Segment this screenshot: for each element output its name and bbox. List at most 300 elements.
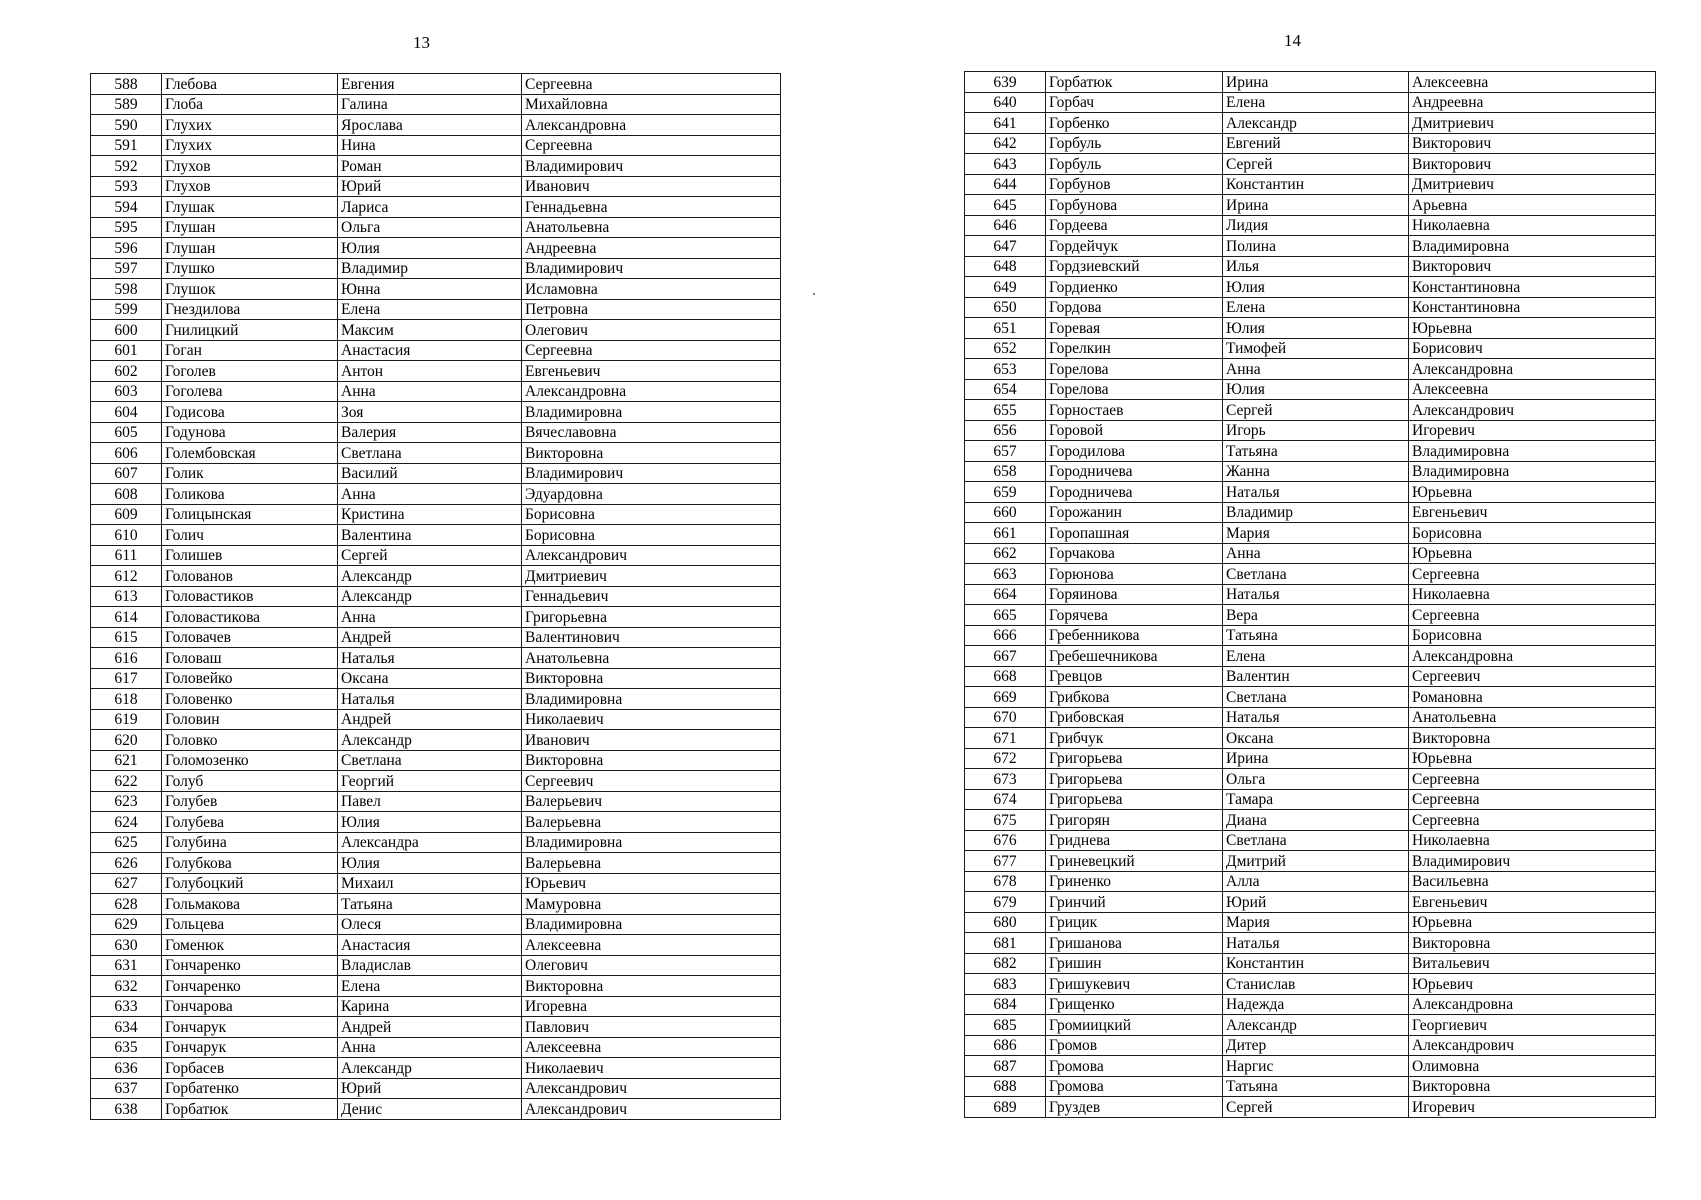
first-name-cell: Лариса <box>338 197 522 218</box>
surname-cell: Голубева <box>162 812 338 833</box>
row-number: 637 <box>91 1078 162 1099</box>
surname-cell: Горбунов <box>1046 174 1223 195</box>
surname-cell: Глушак <box>162 197 338 218</box>
patronymic-cell: Владимировна <box>522 914 781 935</box>
table-row <box>965 646 1656 667</box>
first-name-cell: Анна <box>1223 543 1409 564</box>
first-name-cell: Максим <box>338 320 522 341</box>
patronymic-cell: Николаевна <box>1409 584 1656 605</box>
row-number: 603 <box>91 381 162 402</box>
table-row <box>965 502 1656 523</box>
surname-cell: Гриднева <box>1046 830 1223 851</box>
first-name-cell: Карина <box>338 996 522 1017</box>
first-name-cell: Светлана <box>338 750 522 771</box>
patronymic-cell: Николаевич <box>522 709 781 730</box>
table-row <box>91 545 781 566</box>
patronymic-cell: Петровна <box>522 299 781 320</box>
first-name-cell: Вера <box>1223 605 1409 626</box>
first-name-cell: Юлия <box>338 812 522 833</box>
table-row <box>91 1017 781 1038</box>
patronymic-cell: Иванович <box>522 730 781 751</box>
surname-cell: Гринчий <box>1046 892 1223 913</box>
table-row <box>91 217 781 238</box>
row-number: 642 <box>965 133 1046 154</box>
patronymic-cell: Николаевич <box>522 1058 781 1079</box>
row-number: 669 <box>965 687 1046 708</box>
table-row <box>91 361 781 382</box>
row-number: 597 <box>91 258 162 279</box>
table-row <box>91 668 781 689</box>
row-number: 674 <box>965 789 1046 810</box>
row-number: 652 <box>965 338 1046 359</box>
row-number: 657 <box>965 441 1046 462</box>
patronymic-cell: Романовна <box>1409 687 1656 708</box>
row-number: 601 <box>91 340 162 361</box>
patronymic-cell: Дмитриевич <box>1409 113 1656 134</box>
row-number: 662 <box>965 543 1046 564</box>
patronymic-cell: Владимирович <box>1409 851 1656 872</box>
table-row <box>965 666 1656 687</box>
surname-cell: Григорьева <box>1046 789 1223 810</box>
patronymic-cell: Александрович <box>522 1099 781 1120</box>
table-row <box>91 914 781 935</box>
surname-cell: Гнездилова <box>162 299 338 320</box>
table-row <box>91 832 781 853</box>
table-row <box>91 873 781 894</box>
row-number: 598 <box>91 279 162 300</box>
row-number: 678 <box>965 871 1046 892</box>
surname-cell: Горбасев <box>162 1058 338 1079</box>
table-row <box>91 74 781 95</box>
patronymic-cell: Юрьевна <box>1409 482 1656 503</box>
first-name-cell: Юнна <box>338 279 522 300</box>
table-row <box>91 238 781 259</box>
surname-cell: Голембовская <box>162 443 338 464</box>
row-number: 588 <box>91 74 162 95</box>
patronymic-cell: Юрьевич <box>1409 974 1656 995</box>
row-number: 608 <box>91 484 162 505</box>
first-name-cell: Евгения <box>338 74 522 95</box>
patronymic-cell: Викторовна <box>522 668 781 689</box>
row-number: 646 <box>965 215 1046 236</box>
table-row <box>91 422 781 443</box>
first-name-cell: Илья <box>1223 256 1409 277</box>
surname-cell: Голубев <box>162 791 338 812</box>
row-number: 624 <box>91 812 162 833</box>
row-number: 676 <box>965 830 1046 851</box>
patronymic-cell: Владимирович <box>522 156 781 177</box>
surname-cell: Глушко <box>162 258 338 279</box>
first-name-cell: Андрей <box>338 709 522 730</box>
row-number: 682 <box>965 953 1046 974</box>
first-name-cell: Валерия <box>338 422 522 443</box>
surname-cell: Гордзиевский <box>1046 256 1223 277</box>
table-row <box>965 482 1656 503</box>
surname-cell: Грицик <box>1046 912 1223 933</box>
surname-cell: Горопашная <box>1046 523 1223 544</box>
patronymic-cell: Викторович <box>1409 133 1656 154</box>
first-name-cell: Полина <box>1223 236 1409 257</box>
patronymic-cell: Владимирович <box>522 258 781 279</box>
patronymic-cell: Александрович <box>522 1078 781 1099</box>
row-number: 633 <box>91 996 162 1017</box>
surname-cell: Грибчук <box>1046 728 1223 749</box>
first-name-cell: Александр <box>1223 113 1409 134</box>
row-number: 665 <box>965 605 1046 626</box>
row-number: 619 <box>91 709 162 730</box>
patronymic-cell: Сергеевич <box>1409 666 1656 687</box>
patronymic-cell: Валерьевна <box>522 812 781 833</box>
surname-cell: Гоменюк <box>162 935 338 956</box>
first-name-cell: Ольга <box>338 217 522 238</box>
surname-cell: Головастикова <box>162 607 338 628</box>
surname-cell: Городничева <box>1046 482 1223 503</box>
patronymic-cell: Олегович <box>522 955 781 976</box>
patronymic-cell: Викторович <box>1409 256 1656 277</box>
first-name-cell: Ирина <box>1223 72 1409 93</box>
table-row <box>965 912 1656 933</box>
first-name-cell: Александра <box>338 832 522 853</box>
table-row <box>91 135 781 156</box>
row-number: 614 <box>91 607 162 628</box>
first-name-cell: Татьяна <box>338 894 522 915</box>
surname-cell: Глоба <box>162 94 338 115</box>
row-number: 618 <box>91 689 162 710</box>
table-row <box>965 810 1656 831</box>
table-row <box>91 402 781 423</box>
table-row <box>965 769 1656 790</box>
table-row <box>965 871 1656 892</box>
surname-cell: Горевая <box>1046 318 1223 339</box>
patronymic-cell: Исламовна <box>522 279 781 300</box>
page-left <box>0 0 850 1200</box>
surname-cell: Грибовская <box>1046 707 1223 728</box>
patronymic-cell: Анатольевна <box>522 217 781 238</box>
patronymic-cell: Юрьевич <box>522 873 781 894</box>
row-number: 680 <box>965 912 1046 933</box>
table-row <box>965 297 1656 318</box>
patronymic-cell: Евгеньевич <box>1409 502 1656 523</box>
surname-cell: Горячева <box>1046 605 1223 626</box>
table-row <box>91 484 781 505</box>
table-row <box>965 584 1656 605</box>
first-name-cell: Тимофей <box>1223 338 1409 359</box>
row-number: 592 <box>91 156 162 177</box>
first-name-cell: Юрий <box>1223 892 1409 913</box>
surname-cell: Гришанова <box>1046 933 1223 954</box>
first-name-cell: Юлия <box>1223 318 1409 339</box>
patronymic-cell: Григорьевна <box>522 607 781 628</box>
surname-cell: Глухих <box>162 135 338 156</box>
row-number: 620 <box>91 730 162 751</box>
patronymic-cell: Александровна <box>522 381 781 402</box>
first-name-cell: Татьяна <box>1223 625 1409 646</box>
table-row <box>965 953 1656 974</box>
first-name-cell: Светлана <box>1223 830 1409 851</box>
first-name-cell: Дмитрий <box>1223 851 1409 872</box>
surname-cell: Глухов <box>162 156 338 177</box>
row-number: 622 <box>91 771 162 792</box>
table-row <box>91 771 781 792</box>
table-row <box>91 996 781 1017</box>
row-number: 660 <box>965 502 1046 523</box>
table-row <box>965 461 1656 482</box>
table-row <box>965 133 1656 154</box>
row-number: 648 <box>965 256 1046 277</box>
patronymic-cell: Сергеевна <box>1409 810 1656 831</box>
first-name-cell: Надежда <box>1223 994 1409 1015</box>
surname-cell: Грищенко <box>1046 994 1223 1015</box>
surname-cell: Головаш <box>162 648 338 669</box>
first-name-cell: Александр <box>338 730 522 751</box>
row-number: 630 <box>91 935 162 956</box>
patronymic-cell: Вячеславовна <box>522 422 781 443</box>
patronymic-cell: Константиновна <box>1409 277 1656 298</box>
patronymic-cell: Владимировна <box>1409 236 1656 257</box>
patronymic-cell: Витальевич <box>1409 953 1656 974</box>
first-name-cell: Сергей <box>338 545 522 566</box>
surname-cell: Голик <box>162 463 338 484</box>
table-row <box>965 215 1656 236</box>
patronymic-cell: Мамуровна <box>522 894 781 915</box>
patronymic-cell: Борисовна <box>522 504 781 525</box>
table-row <box>965 1056 1656 1077</box>
row-number: 671 <box>965 728 1046 749</box>
row-number: 687 <box>965 1056 1046 1077</box>
first-name-cell: Андрей <box>338 627 522 648</box>
row-number: 654 <box>965 379 1046 400</box>
surname-cell: Головастиков <box>162 586 338 607</box>
row-number: 611 <box>91 545 162 566</box>
first-name-cell: Алла <box>1223 871 1409 892</box>
patronymic-cell: Викторовна <box>522 443 781 464</box>
row-number: 612 <box>91 566 162 587</box>
first-name-cell: Елена <box>1223 646 1409 667</box>
patronymic-cell: Алексеевна <box>522 935 781 956</box>
row-number: 675 <box>965 810 1046 831</box>
table-row <box>965 892 1656 913</box>
row-number: 650 <box>965 297 1046 318</box>
surname-cell: Голицынская <box>162 504 338 525</box>
surname-cell: Голуб <box>162 771 338 792</box>
patronymic-cell: Владимировна <box>1409 441 1656 462</box>
row-number: 643 <box>965 154 1046 175</box>
surname-cell: Голованов <box>162 566 338 587</box>
row-number: 673 <box>965 769 1046 790</box>
row-number: 621 <box>91 750 162 771</box>
first-name-cell: Константин <box>1223 953 1409 974</box>
first-name-cell: Ирина <box>1223 748 1409 769</box>
first-name-cell: Наталья <box>338 648 522 669</box>
row-number: 689 <box>965 1097 1046 1118</box>
table-row <box>965 92 1656 113</box>
first-name-cell: Елена <box>1223 297 1409 318</box>
row-number: 628 <box>91 894 162 915</box>
table-row <box>965 707 1656 728</box>
surname-cell: Голишев <box>162 545 338 566</box>
surname-cell: Груздев <box>1046 1097 1223 1118</box>
patronymic-cell: Сергеевна <box>1409 564 1656 585</box>
surname-cell: Голикова <box>162 484 338 505</box>
patronymic-cell: Олегович <box>522 320 781 341</box>
first-name-cell: Павел <box>338 791 522 812</box>
first-name-cell: Валентин <box>1223 666 1409 687</box>
first-name-cell: Александр <box>1223 1015 1409 1036</box>
first-name-cell: Татьяна <box>1223 1076 1409 1097</box>
first-name-cell: Александр <box>338 586 522 607</box>
patronymic-cell: Сергеевна <box>522 74 781 95</box>
row-number: 636 <box>91 1058 162 1079</box>
table-row <box>965 277 1656 298</box>
row-number: 684 <box>965 994 1046 1015</box>
first-name-cell: Мария <box>1223 912 1409 933</box>
table-row <box>965 195 1656 216</box>
row-number: 686 <box>965 1035 1046 1056</box>
patronymic-cell: Владимировна <box>522 689 781 710</box>
patronymic-cell: Валерьевна <box>522 853 781 874</box>
patronymic-cell: Александрович <box>1409 400 1656 421</box>
patronymic-cell: Игоревич <box>1409 1097 1656 1118</box>
patronymic-cell: Анатольевна <box>1409 707 1656 728</box>
first-name-cell: Анастасия <box>338 935 522 956</box>
surname-cell: Горбатюк <box>162 1099 338 1120</box>
table-row <box>91 976 781 997</box>
surname-cell: Гольцева <box>162 914 338 935</box>
patronymic-cell: Владимирович <box>522 463 781 484</box>
surname-cell: Гоголев <box>162 361 338 382</box>
patronymic-cell: Борисовна <box>1409 523 1656 544</box>
surname-cell: Горбенко <box>1046 113 1223 134</box>
patronymic-cell: Александровна <box>1409 359 1656 380</box>
row-number: 607 <box>91 463 162 484</box>
surname-cell: Громиицкий <box>1046 1015 1223 1036</box>
table-row <box>91 443 781 464</box>
first-name-cell: Владислав <box>338 955 522 976</box>
surname-cell: Гончарук <box>162 1017 338 1038</box>
first-name-cell: Юлия <box>338 853 522 874</box>
row-number: 640 <box>965 92 1046 113</box>
surname-cell: Городничева <box>1046 461 1223 482</box>
table-row <box>91 894 781 915</box>
first-name-cell: Ярослава <box>338 115 522 136</box>
table-row <box>965 748 1656 769</box>
patronymic-cell: Геннадьевич <box>522 586 781 607</box>
patronymic-cell: Александрович <box>522 545 781 566</box>
table-row <box>965 605 1656 626</box>
first-name-cell: Оксана <box>1223 728 1409 749</box>
surname-cell: Городилова <box>1046 441 1223 462</box>
table-row <box>91 607 781 628</box>
surname-cell: Головенко <box>162 689 338 710</box>
first-name-cell: Диана <box>1223 810 1409 831</box>
table-row <box>965 789 1656 810</box>
surname-cell: Гребенникова <box>1046 625 1223 646</box>
first-name-cell: Тамара <box>1223 789 1409 810</box>
patronymic-cell: Сергеевич <box>522 771 781 792</box>
table-row <box>965 830 1656 851</box>
row-number: 590 <box>91 115 162 136</box>
row-number: 610 <box>91 525 162 546</box>
surname-cell: Грибкова <box>1046 687 1223 708</box>
table-row <box>91 156 781 177</box>
surname-cell: Годисова <box>162 402 338 423</box>
row-number: 681 <box>965 933 1046 954</box>
first-name-cell: Наргис <box>1223 1056 1409 1077</box>
surname-cell: Горбуль <box>1046 154 1223 175</box>
table-row <box>91 791 781 812</box>
surname-cell: Григорьева <box>1046 748 1223 769</box>
table-row <box>91 258 781 279</box>
surname-cell: Голомозенко <box>162 750 338 771</box>
first-name-cell: Михаил <box>338 873 522 894</box>
patronymic-cell: Юрьевна <box>1409 912 1656 933</box>
first-name-cell: Анна <box>338 1037 522 1058</box>
patronymic-cell: Борисовна <box>1409 625 1656 646</box>
row-number: 661 <box>965 523 1046 544</box>
table-row <box>965 256 1656 277</box>
first-name-cell: Анна <box>338 484 522 505</box>
first-name-cell: Олеся <box>338 914 522 935</box>
surname-cell: Горелова <box>1046 379 1223 400</box>
table-row <box>965 564 1656 585</box>
surname-cell: Глебова <box>162 74 338 95</box>
table-row <box>965 523 1656 544</box>
row-number: 670 <box>965 707 1046 728</box>
table-row <box>91 750 781 771</box>
table-row <box>965 1015 1656 1036</box>
first-name-cell: Елена <box>1223 92 1409 113</box>
row-number: 672 <box>965 748 1046 769</box>
surname-cell: Горяинова <box>1046 584 1223 605</box>
first-name-cell: Юлия <box>338 238 522 259</box>
first-name-cell: Александр <box>338 1058 522 1079</box>
patronymic-cell: Игоревна <box>522 996 781 1017</box>
surname-cell: Горчакова <box>1046 543 1223 564</box>
patronymic-cell: Владимировна <box>1409 461 1656 482</box>
patronymic-cell: Анатольевна <box>522 648 781 669</box>
patronymic-cell: Геннадьевна <box>522 197 781 218</box>
row-number: 606 <box>91 443 162 464</box>
row-number: 627 <box>91 873 162 894</box>
table-row <box>91 176 781 197</box>
table-row <box>91 648 781 669</box>
surname-cell: Гребешечникова <box>1046 646 1223 667</box>
patronymic-cell: Михайловна <box>522 94 781 115</box>
surname-cell: Голубина <box>162 832 338 853</box>
surname-cell: Горбатюк <box>1046 72 1223 93</box>
table-row <box>91 340 781 361</box>
patronymic-cell: Сергеевна <box>1409 789 1656 810</box>
row-number: 668 <box>965 666 1046 687</box>
patronymic-cell: Васильевна <box>1409 871 1656 892</box>
table-row <box>91 935 781 956</box>
surname-cell: Горбатенко <box>162 1078 338 1099</box>
row-number: 629 <box>91 914 162 935</box>
first-name-cell: Валентина <box>338 525 522 546</box>
patronymic-cell: Владимировна <box>522 832 781 853</box>
table-row <box>91 689 781 710</box>
row-number: 602 <box>91 361 162 382</box>
patronymic-cell: Николаевна <box>1409 215 1656 236</box>
first-name-cell: Юлия <box>1223 379 1409 400</box>
first-name-cell: Лидия <box>1223 215 1409 236</box>
table-row <box>965 359 1656 380</box>
table-row <box>91 709 781 730</box>
first-name-cell: Игорь <box>1223 420 1409 441</box>
patronymic-cell: Константиновна <box>1409 297 1656 318</box>
table-row <box>965 933 1656 954</box>
first-name-cell: Жанна <box>1223 461 1409 482</box>
